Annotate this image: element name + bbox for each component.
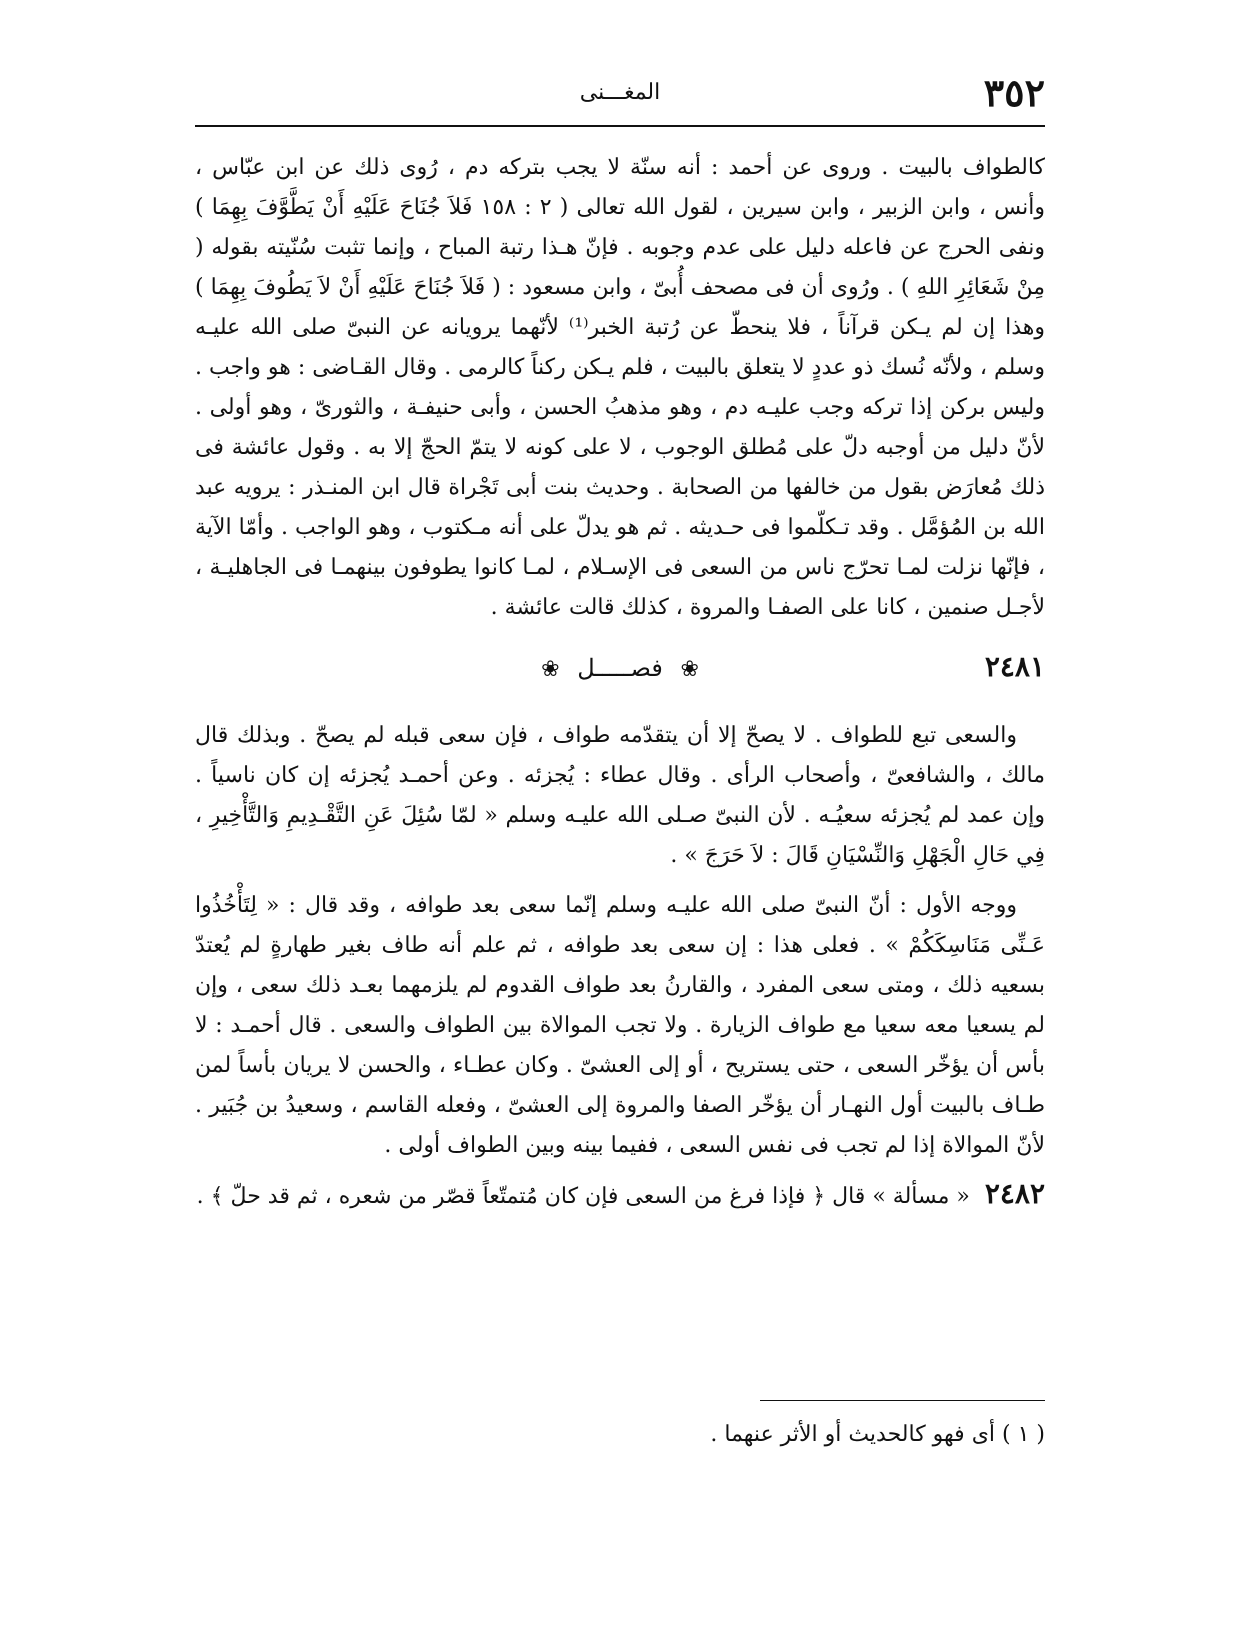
section-heading	[195, 644, 1045, 702]
page-header	[195, 70, 1045, 125]
footnote: ( ١ ) أى فهو كالحديث أو الأثر عنهما .	[710, 1422, 1045, 1447]
section-title: فصـــــل	[577, 654, 663, 682]
paragraph-2: والسعى تبع للطواف . لا يصحّ إلا أن يتقدّمه طواف ، فإن سعى قبله لم يصحّ . وبذلك قال مالك ، والشافعىّ ، وأصحاب الرأى . وقال عطاء : يُجزئه . وعن أحمـد يُجزئه إن كان ناسياً . وإن عمد لم يُجزئه سعيُـه . لأن النبىّ صـلى الله عليـه وسلم « لمّا سُئِلَ عَنِ التَّقْـدِيمِ وَالتَّأْخِيرِ ، فِي حَالِ الْجَهْلِ وَالنِّسْيَانِ قَالَ : لاَ حَرَجَ » .	[195, 723, 1045, 868]
running-title: المغـــنى	[579, 80, 661, 105]
header-rule	[195, 125, 1045, 127]
ornament-left-icon: ❀	[541, 657, 560, 682]
paragraph-3: ووجه الأول : أنّ النبىّ صلى الله عليـه وسلم إنّما سعى بعد طوافه ، وقد قال : « لِتَأْخُذُوا عَـنِّى مَنَاسِكَكُمْ » . فعلى هذا : إن سعى بعد طوافه ، ثم علم أنه طاف بغير طهارةٍ لم يُعتدّ بسعيه ذلك ، ومتى سعى المفرد ، والقارنُ بعد طواف القدوم لم يلزمهما بعـد ذلك سعى ، وإن لم يسعيا معه سعيا مع طواف الزيارة . ولا تجب الموالاة بين الطواف والسعى . قال أحمـد : لا بأس أن يؤخّر السعى ، حتى يستريح ، أو إلى العشىّ . وكان عطـاء ، والحسن لا يريان بأساً لمن طـاف بالبيت أول النهـار أن يؤخّر الصفا والمروة إلى العشىّ ، وفعله القاسم ، وسعيدُ بن جُبَير . لأنّ الموالاة إذا لم تجب فى نفس السعى ، ففيما بينه وبين الطواف أولى .	[195, 893, 1046, 1158]
masala-text: « مسألة » قال ﴿ فإذا فرغ من السعى فإن كان مُتمتّعاً قصّر من شعره ، ثم قد حلّ ﴾ .	[196, 1184, 970, 1209]
ornament-right-icon: ❀	[680, 657, 699, 682]
masala	[195, 1174, 1045, 1217]
masala-number: ٢٤٨٢	[984, 1177, 1045, 1210]
page-number: ٣٥٢	[983, 70, 1045, 115]
paragraph-1: كالطواف بالبيت . وروى عن أحمد : أنه سنّة لا يجب بتركه دم ، رُوى ذلك عن ابن عبّاس ، وأنس ، وابن الزبير ، وابن سيرين ، لقول الله تعالى ( ٢ : ١٥٨ فَلاَ جُنَاحَ عَلَيْهِ أَنْ يَطَّوَّفَ بِهِمَا ) ونفى الحرج عن فاعله دليل على عدم وجوبه . فإنّ هـذا رتبة المباح ، وإنما تثبت سُنّيته بقوله ( مِنْ شَعَائِرِ اللهِ ) . ورُوى أن فى مصحف أُبىّ ، وابن مسعود : ( فَلاَ جُنَاحَ عَلَيْهِ أَنْ لاَ يَطُوفَ بِهِمَا ) وهذا إن لم يـكن قرآناً ، فلا ينحطّ عن رُتبة الخبر⁽¹⁾ لأنّهما يرويانه عن النبىّ صلى الله عليـه وسلم ، ولأنّه نُسك ذو عددٍ لا يتعلق بالبيت ، فلم يـكن ركناً كالرمى . وقال القـاضى : هو واجب . وليس بركن إذا تركه وجب عليـه دم ، وهو مذهبُ الحسن ، وأبى حنيفـة ، والثورىّ ، وهو أولى . لأنّ دليل من أوجبه دلّ على مُطلق الوجوب ، لا على كونه لا يتمّ الحجّ إلا به . وقول عائشة فى ذلك مُعارَض بقول من خالفها من الصحابة . وحديث بنت أبى تَجْراة قال ابن المنـذر : يرويه عبد الله بن المُؤمَّل . وقد تـكلّموا فى حـديثه . ثم هو يدلّ على أنه مـكتوب ، وهو الواجب . وأمّا الآية ، فإنّها نزلت لمـا تحرّج ناس من السعى فى الإسـلام ، لمـا كانوا يطوفون بينهمـا فى الجاهليـة ، لأجـل صنمين ، كانا على الصفـا والمروة ، كذلك قالت عائشة .	[194, 155, 1045, 620]
section-title-group	[195, 654, 1045, 682]
paragraph-gap	[195, 876, 1045, 886]
page-body	[195, 148, 1045, 1217]
footnote-rule	[760, 1400, 1045, 1401]
section-number: ٢٤٨١	[984, 650, 1045, 683]
